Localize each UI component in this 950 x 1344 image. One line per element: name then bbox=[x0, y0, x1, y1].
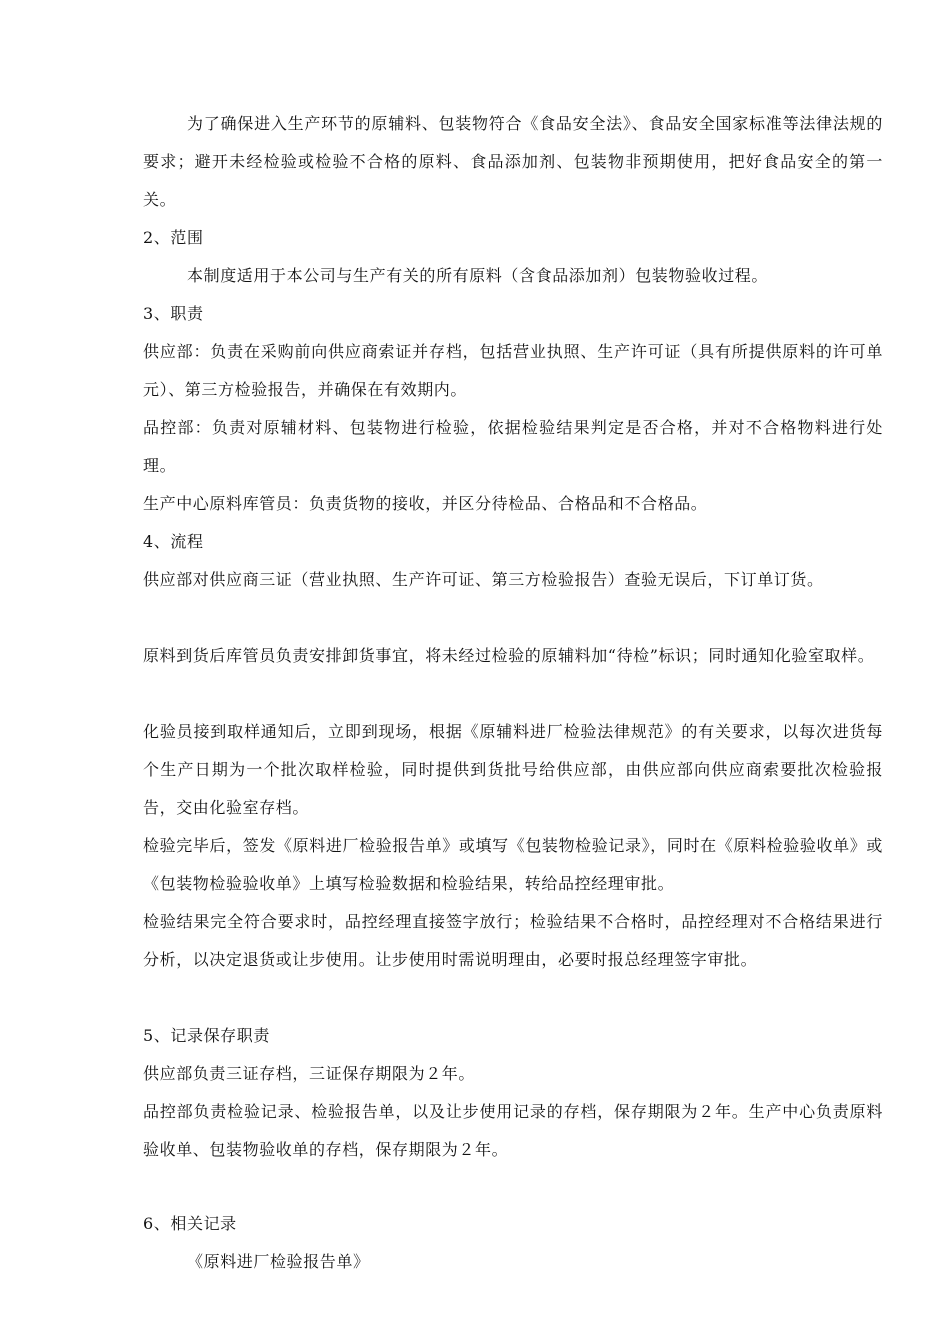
section-5-heading: 5、记录保存职责 bbox=[143, 1026, 270, 1045]
section-2-text: 本制度适用于本公司与生产有关的所有原料（含食品添加剂）包装物验收过程。 bbox=[187, 266, 769, 285]
intro-paragraph: 为了确保进入生产环节的原辅料、包装物符合《食品安全法》、食品安全国家标准等法律法规的要求；避开未经检验或检验不合格的原料、食品添加剂、包装物非预期使用，把好食品安全的第一关。 bbox=[143, 114, 883, 209]
section-4-step-2: 原料到货后库管员负责安排卸货事宜，将未经过检验的原辅料加“待检”标识；同时通知化验室取样。 bbox=[143, 646, 875, 665]
section-5-item-1: 供应部负责三证存档，三证保存期限为２年。 bbox=[143, 1064, 476, 1083]
section-6-record-1: 《原料进厂检验报告单》 bbox=[187, 1252, 370, 1271]
section-4-step-4: 检验完毕后，签发《原料进厂检验报告单》或填写《包装物检验记录》，同时在《原料检验验收单》或《包装物检验验收单》上填写检验数据和检验结果，转给品控经理审批。 bbox=[143, 836, 883, 893]
section-5-item-2: 品控部负责检验记录、检验报告单，以及让步使用记录的存档，保存期限为２年。生产中心负责原料验收单、包装物验收单的存档，保存期限为２年。 bbox=[143, 1102, 883, 1159]
section-2-heading: 2、范围 bbox=[143, 228, 204, 247]
section-4-heading: 4、流程 bbox=[143, 532, 204, 551]
section-3-heading: 3、职责 bbox=[143, 304, 204, 323]
section-4-step-3: 化验员接到取样通知后，立即到现场，根据《原辅料进厂检验法律规范》的有关要求，以每次进货每个生产日期为一个批次取样检验，同时提供到货批号给供应部，由供应部向供应商索要批次检验报告，交由化验室存档。 bbox=[143, 722, 883, 817]
section-6-heading: 6、相关记录 bbox=[143, 1214, 237, 1233]
section-4-step-5: 检验结果完全符合要求时，品控经理直接签字放行；检验结果不合格时，品控经理对不合格结果进行分析，以决定退货或让步使用。让步使用时需说明理由，必要时报总经理签字审批。 bbox=[143, 912, 883, 969]
section-4-step-1: 供应部对供应商三证（营业执照、生产许可证、第三方检验报告）查验无误后，下订单订货。 bbox=[143, 570, 824, 589]
section-3-item-quality: 品控部：负责对原辅材料、包装物进行检验，依据检验结果判定是否合格，并对不合格物料进行处理。 bbox=[143, 418, 883, 475]
section-3-item-warehouse: 生产中心原料库管员：负责货物的接收，并区分待检品、合格品和不合格品。 bbox=[143, 494, 708, 513]
section-3-item-supply: 供应部：负责在采购前向供应商索证并存档，包括营业执照、生产许可证（具有所提供原料的许可单元）、第三方检验报告，并确保在有效期内。 bbox=[143, 342, 883, 399]
